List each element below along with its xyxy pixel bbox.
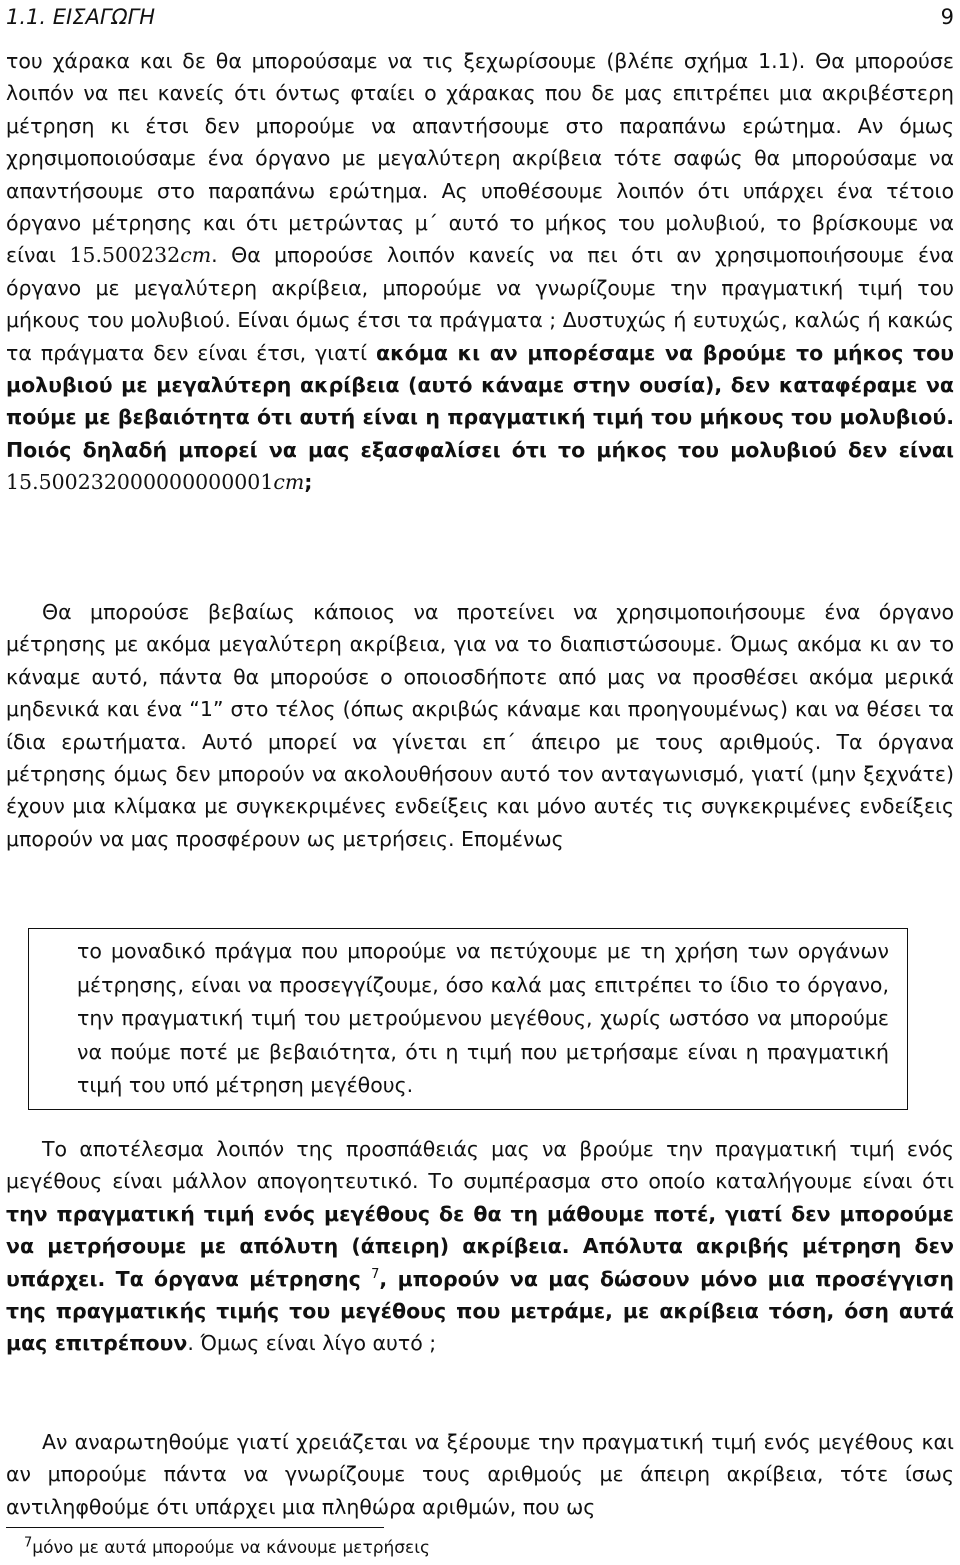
boxed-statement — [28, 928, 908, 1110]
paragraph-3 — [6, 1133, 954, 1360]
paragraph-1 — [6, 45, 954, 499]
paragraph-1-bold-a: ακόμα κι αν μπορέσαμε να βρούμε το μήκος του μολυβιού με μεγαλύτερη ακρίβεια (αυτό κάναμε στην ουσία), δεν καταφέραμε να πούμε με βεβαιότητα ότι αυτή είναι η πραγματική τιμή του μήκους του μολυβιού. Ποιός δηλαδή μπορεί να μας εξασφαλίσει ότι το μήκος του μολυβιού δεν είναι — [6, 340, 954, 462]
value-2-number: 15.500232000000000001 — [6, 470, 274, 495]
footnote-text: μόνο με αυτά μπορούμε να κάνουμε μετρήσεις — [32, 1538, 430, 1558]
paragraph-4: Αν αναρωτηθούμε γιατί χρειάζεται να ξέρουμε την πραγματική τιμή ενός μεγέθους και αν μπορούμε πάντα να γνωρίζουμε τους αριθμούς με άπειρη ακρίβεια, τότε ίσως αντιληφθούμε ότι υπάρχει μια πληθώρα αριθμών, που ως — [6, 1430, 954, 1519]
page-number: 9 — [940, 5, 954, 29]
value-2-unit: cm — [273, 470, 305, 495]
paragraph-3-bold-b: , μπορούν να μας δώσουν μόνο μια προσέγγιση της πραγματικής τιμής του μεγέθους που μετράμε, με ακρίβεια τόση, όση αυτά μας επιτρέπουν — [6, 1266, 954, 1356]
paragraph-2: Θα μπορούσε βεβαίως κάποιος να προτείνει να χρησιμοποιήσουμε ένα όργανο μέτρησης με ακόμα μεγαλύτερη ακρίβεια, για να το διαπιστώσουμε. Όμως ακόμα κι αν το κάναμε αυτό, πάντα θα μπορούσε ο οποιοσδήποτε από μας να προσθέσει ακόμα μερικά μηδενικά και ένα “1” στο τέλος (όπως ακριβώς κάναμε και προηγουμένως) και να θέσει τα ίδια ερωτήματα. Αυτό μπορεί να γίνεται επ΄ άπειρο με τους αριθμούς. Τα όργανα μέτρησης όμως δεν μπορούν να ακολουθήσουν αυτό τον ανταγωνισμό, γιατί (μην ξεχνάτε) έχουν μια κλίμακα με συγκεκριμένες ενδείξεις και μόνο αυτές τις συγκεκριμένες ενδείξεις μπορούν να μας προσφέρουν ως μετρήσεις. Επομένως — [6, 600, 954, 851]
section-title: 1.1. ΕΙΣΑΓΩΓΗ — [6, 5, 156, 29]
boxed-statement-text: το μοναδικό πράγμα που μπορούμε να πετύχουμε με τη χρήση των οργάνων μέτρησης, είναι να προσεγγίζουμε, όσο καλά μας επιτρέπει το ίδιο το όργανο, την πραγματική τιμή του μετρούμενου μεγέθους, χωρίς ωστόσο να μπορούμε να πούμε ποτέ με βεβαιότητα, ότι η τιμή που μετρήσαμε είναι η πραγματική τιμή του υπό μέτρηση μεγέθους. — [77, 939, 889, 1098]
paragraph-3-text-b: . Όμως είναι λίγο αυτό ; — [187, 1331, 437, 1356]
paragraph-3-text-a: Το αποτέλεσμα λοιπόν της προσπάθειάς μας να βρούμε την πραγματική τιμή ενός μεγέθους είναι μάλλον απογοητευτικό. Το συμπέρασμα στο οποίο καταλήγουμε είναι ότι — [6, 1137, 954, 1194]
paragraph-1-text-a: του χάρακα και δε θα μπορούσαμε να τις ξεχωρίσουμε (βλέπε σχήμα 1.1). Θα μπορούσε λοιπόν να πει κανείς ότι όντως φταίει ο χάρακας που δε μας επιτρέπει μια ακριβέστερη μέτρηση κι έτσι δεν μπορούμε να απαντήσουμε στο παραπάνω ερώτημα. Αν όμως χρησιμοποιούσαμε ένα όργανο με μεγαλύτερη ακρίβεια τότε σαφώς θα μπορούσαμε να απαντήσουμε στο παραπάνω ερώτημα. Ας υποθέσουμε λοιπόν ότι υπάρχει ένα τέτοιο όργανο μέτρησης και ότι μετρώντας μ΄ αυτό το μήκος του μολυβιού, το βρίσκουμε να είναι — [6, 49, 954, 268]
footnote-mark: 7 — [24, 1535, 33, 1551]
footnote-rule — [6, 1527, 384, 1528]
running-header — [6, 2, 954, 32]
value-1-number: 15.500232 — [69, 243, 181, 268]
paragraph-3-bold-a: την πραγματική τιμή ενός μεγέθους δε θα τη μάθουμε ποτέ, γιατί δεν μπορούμε να μετρήσουμε με απόλυτη (άπειρη) ακρίβεια. Απόλυτα ακριβής μέτρηση δεν υπάρχει. Τα όργανα μέτρησης — [6, 1201, 954, 1291]
value-15-500232 — [69, 243, 211, 267]
footnote-7 — [24, 1534, 430, 1562]
paragraph-1-text-b: . Θα μπορούσε λοιπόν κανείς να πει ότι αν χρησιμοποιήσουμε ένα όργανο με μεγαλύτερη ακρίβεια, μπορούμε να γνωρίζουμε την πραγματική τιμή του μήκους του μολυβιού. Είναι όμως έτσι τα πράγματα ; Δυστυχώς ή ευτυχώς, καλώς ή κακώς τα πράγματα δεν είναι έτσι, γιατί — [6, 243, 954, 365]
value-15-500232-long — [6, 470, 304, 494]
footnote-reference-7[interactable]: 7 — [371, 1266, 380, 1282]
value-1-unit: cm — [180, 243, 212, 268]
paragraph-1-bold-end: ; — [304, 470, 313, 495]
